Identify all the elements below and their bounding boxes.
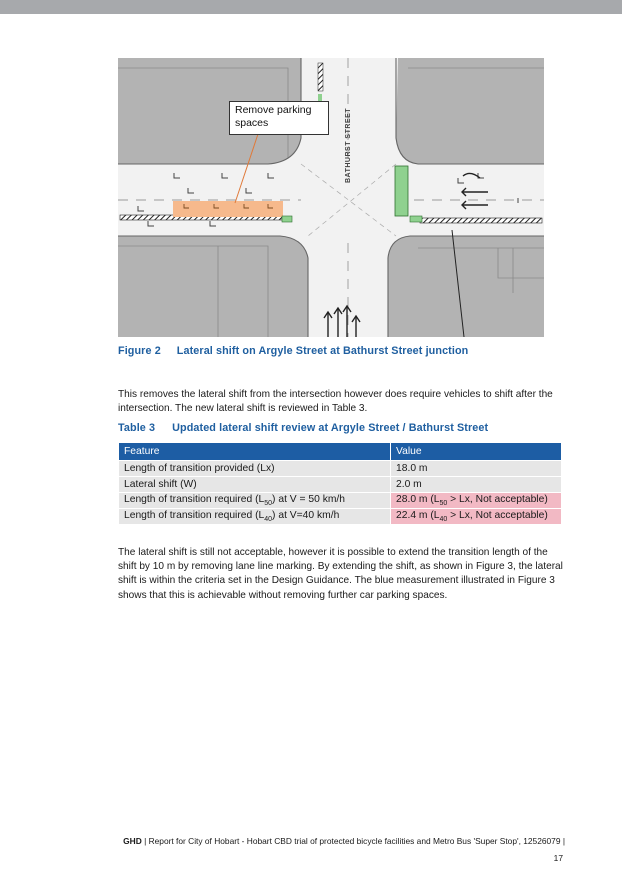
feature-cell: Length of transition required $(L_{50})$ at V = 50 km/h	[119, 493, 391, 509]
building-block-ne	[396, 58, 544, 164]
table-row	[119, 477, 562, 493]
header-value: Value	[391, 443, 562, 461]
figure-caption-title: Lateral shift on Argyle Street at Bathurst Street junction	[176, 345, 469, 357]
table-caption-title: Updated lateral shift review at Argyle Street / Bathurst Street	[172, 422, 489, 434]
protection-hatch-east	[420, 218, 542, 223]
header-feature: Feature	[119, 443, 391, 461]
paragraph-intro: This removes the lateral shift from the intersection however does require vehicles to shift after the intersection. The new lateral shift is reviewed in Table 3.	[118, 389, 553, 415]
table-caption	[118, 422, 488, 434]
table-row	[119, 493, 562, 509]
table-row	[119, 461, 562, 477]
footer-text: | Report for City of Hobart - Hobart CBD trial of protected bicycle facilities and Metro Bus 'Super Stop', 12526079 |	[141, 836, 565, 846]
table-row	[119, 509, 562, 525]
table-caption-number: Table 3	[118, 422, 156, 434]
feature-cell: Lateral shift (W)	[119, 477, 391, 493]
building-block-se	[388, 236, 544, 337]
feature-cell: Length of transition required $(L_{40})$ at V=40 km/h	[119, 509, 391, 525]
parking-removal-area	[173, 201, 283, 217]
value-cell-not-acceptable: 28.0 m ($L_{50} > Lx$, Not acceptable)	[391, 493, 562, 509]
remove-parking-callout: Remove parking spaces	[229, 101, 329, 135]
paragraph-conclusion: The lateral shift is still not acceptable, however it is possible to extend the transition length of the shift by 10 m by removing lane line marking. By extending the shift, as shown in Figure 3, the lateral shift is within the criteria set in the Design Guidance. The blue measurement illustrated in Figure 3 shows that this is achievable without removing further car parking spaces.	[118, 547, 563, 601]
value-cell-not-acceptable: 22.4 m ($L_{40} > Lx$, Not acceptable)	[391, 509, 562, 525]
page-footer	[123, 836, 565, 846]
building-block-sw	[118, 236, 308, 337]
table-header-row	[119, 443, 562, 461]
page-number: 17	[553, 853, 563, 863]
footer-brand: GHD	[123, 836, 142, 846]
figure-caption	[118, 345, 468, 357]
intersection-plan-figure	[118, 58, 544, 337]
feature-cell: Length of transition provided (Lx)	[119, 461, 391, 477]
street-label-bathurst: BATHURST STREET	[345, 107, 352, 183]
figure-caption-number: Figure 2	[118, 345, 161, 357]
value-cell: 18.0 m	[391, 461, 562, 477]
bike-lane-green-vertical	[395, 166, 408, 216]
lateral-shift-review-table	[118, 442, 562, 525]
header-bar	[0, 0, 622, 14]
value-cell: 2.0 m	[391, 477, 562, 493]
